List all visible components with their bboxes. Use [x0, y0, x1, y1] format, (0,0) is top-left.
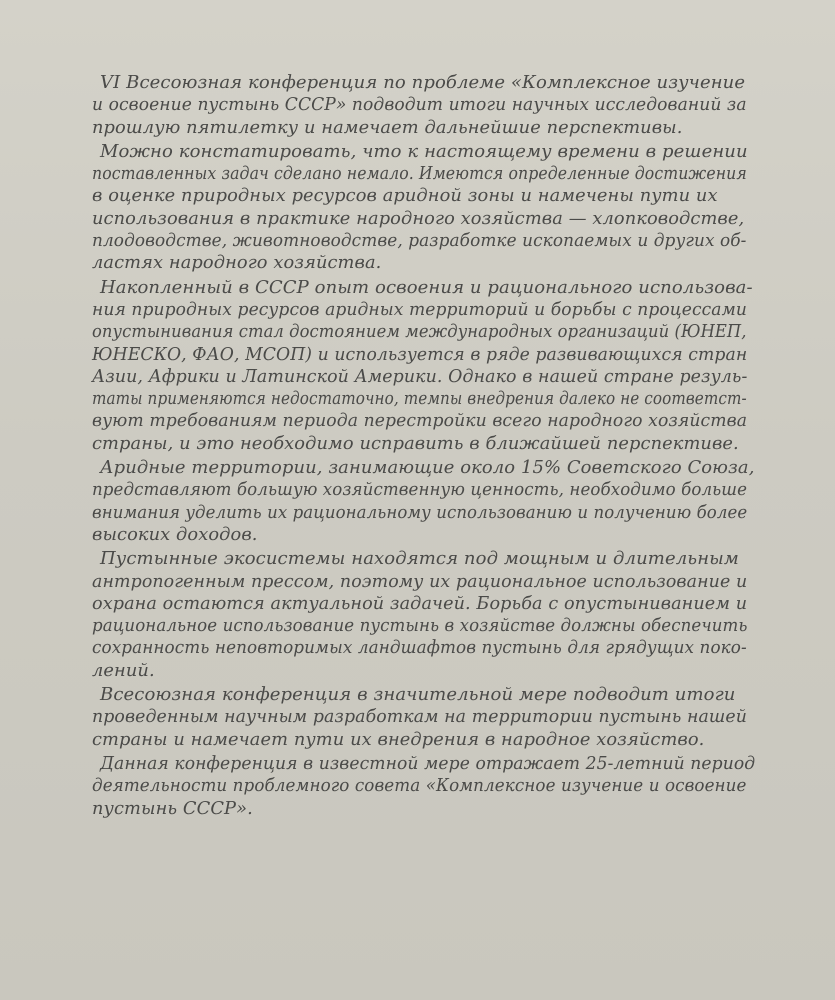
- text-line: VI Всесоюзная конференция по проблеме «Комплексное изучение: [100, 72, 746, 93]
- paragraph: [92, 140, 755, 275]
- text-line: использования в практике народного хозяйства — хлопководстве,: [92, 207, 745, 229]
- text-line: представляют большую хозяйственную ценность, необходимо больше: [92, 479, 748, 501]
- paragraph: [92, 752, 756, 820]
- text-line: внимания уделить их рациональному использованию и получению более: [92, 501, 748, 523]
- text-line: таты применяются недостаточно, темпы внедрения далеко не соответст-: [92, 388, 747, 410]
- text-line: Можно констатировать, что к настоящему времени в решении: [100, 140, 748, 162]
- paragraph: [92, 72, 755, 139]
- text-line: Данная конференция в известной мере отражает 25-летний период: [100, 752, 756, 774]
- paragraph: [92, 457, 755, 546]
- text-line: сохранность неповторимых ландшафтов пустынь для грядущих поко-: [92, 637, 747, 659]
- document-body: [92, 72, 756, 822]
- text-line: пустынь СССР».: [92, 797, 253, 819]
- text-line: Накопленный в СССР опыт освоения и рационального использова-: [100, 276, 753, 298]
- text-line: Азии, Африки и Латинской Америки. Однако в нашей стране резуль-: [92, 365, 748, 387]
- text-line: рациональное использование пустынь в хозяйстве должны обеспечить: [92, 615, 748, 637]
- paragraph: [92, 684, 755, 751]
- text-line: проведенным научным разработкам на территории пустынь нашей: [92, 706, 748, 728]
- text-line: ластях народного хозяйства.: [92, 252, 382, 274]
- text-line: и освоение пустынь СССР» подводит итоги научных исследований за: [92, 94, 747, 116]
- text-line: ЮНЕСКО, ФАО, МСОП) и используется в ряде развивающихся стран: [92, 343, 748, 365]
- text-line: плодоводстве, животноводстве, разработке ископаемых и других об-: [92, 230, 747, 252]
- text-line: опустынивания стал достоянием международных организаций (ЮНЕП,: [92, 321, 747, 343]
- text-line: страны, и это необходимо исправить в ближайшей перспективе.: [92, 432, 739, 454]
- text-line: прошлую пятилетку и намечает дальнейшие перспективы.: [92, 116, 683, 138]
- text-line: Аридные территории, занимающие около 15% Советского Союза,: [100, 457, 755, 479]
- paragraph: [92, 276, 755, 455]
- text-line: поставленных задач сделано немало. Имеются определенные достижения: [92, 163, 747, 185]
- text-line: охрана остаются актуальной задачей. Борьба с опустыниванием и: [92, 592, 748, 614]
- text-line: в оценке природных ресурсов аридной зоны и намечены пути их: [92, 185, 718, 207]
- text-line: Пустынные экосистемы находятся под мощным и длительным: [100, 548, 739, 570]
- text-line: вуют требованиям периода перестройки всего народного хозяйства: [92, 410, 748, 432]
- text-line: страны и намечает пути их внедрения в народное хозяйство.: [92, 728, 705, 750]
- text-line: лений.: [92, 659, 155, 681]
- text-line: ния природных ресурсов аридных территорий и борьбы с процессами: [92, 298, 747, 320]
- text-line: антропогенным прессом, поэтому их рациональное использование и: [92, 570, 748, 592]
- text-line: Всесоюзная конференция в значительной мере подводит итоги: [100, 684, 736, 706]
- text-line: деятельности проблемного совета «Комплексное изучение и освоение: [92, 775, 747, 797]
- paragraph: [92, 548, 755, 682]
- text-line: высоких доходов.: [92, 523, 258, 545]
